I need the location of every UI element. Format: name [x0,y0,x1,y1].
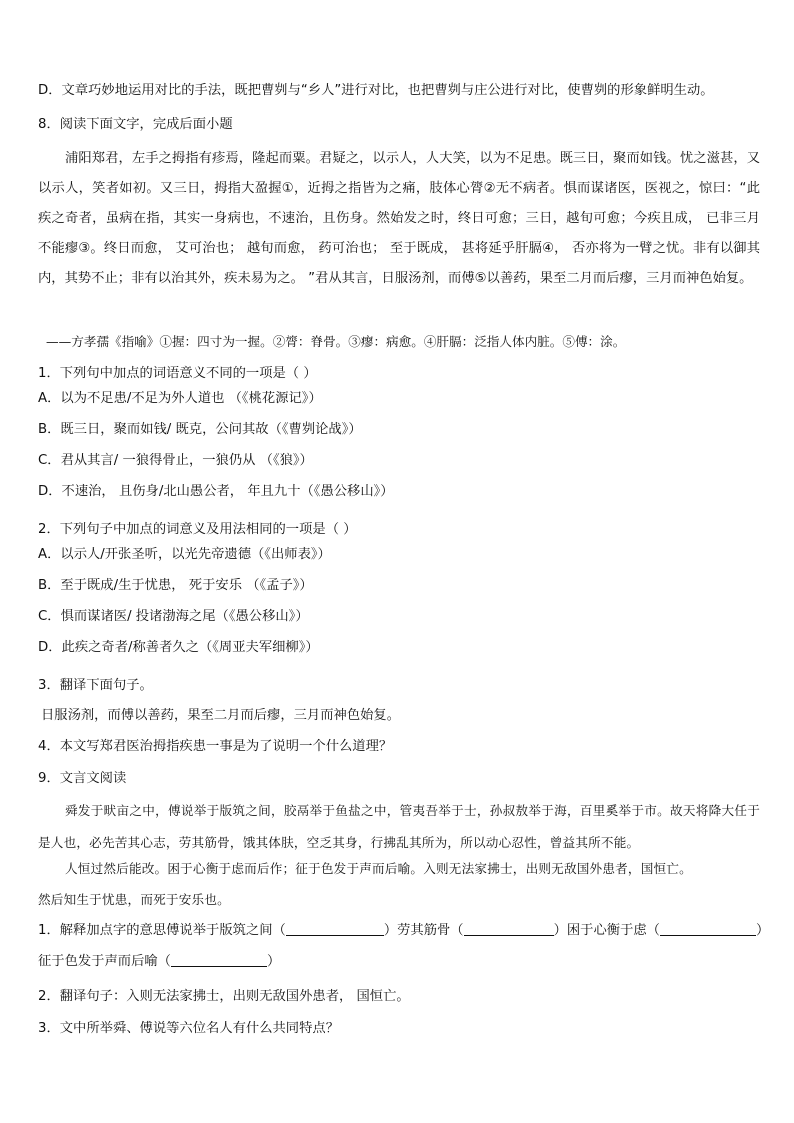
q9-1-number: 1． [38,923,60,938]
q9-1-line: 1．解释加点字的意思傅说举于版筑之间（ ）劳其筋骨（ ）困于心衡于虑（ ） [38,923,770,938]
answer-blank-a[interactable] [286,921,384,936]
q9-1-part-d: 征于色发于声而后喻 [38,954,158,969]
question-9-heading: 9．文言文阅读 [38,771,127,786]
q8-2-option-a: A．以示人/开张圣听，以光先帝遗德（《出师表》） [38,547,331,562]
q8-1-option-b: B．既三日，聚而如钱/ 既克，公问其故（《曹刿论战》） [38,422,362,437]
q8-1-option-a: A．以为不足患/不足为外人道也 （《桃花源记》） [38,391,322,406]
q9-2-stem: 2．翻译句子：入则无法家拂士，出则无敌国外患者， 国恒亡。 [38,989,410,1004]
answer-blank-c[interactable] [660,921,756,936]
q8-1-stem: 1．下列句中加点的词语意义不同的一项是（ ） [38,366,317,381]
option-d-line: D．文章巧妙地运用对比的手法，既把曹刿与“乡人”进行对比，也把曹刿与庄公进行对比，使曹刿的形象鲜明生动。 [38,83,714,98]
q8-3-stem: 3．翻译下面句子。 [38,678,153,693]
q8-2-option-d: D．此疾之奇者/称善者久之（《周亚夫军细柳》） [38,640,319,655]
question-9-passage-p2: 人恒过然后能改。困于心衡于虑而后作；征于色发于声而后喻。入则无法家拂士，出则无敌国外患者，国恒亡。 [65,861,692,876]
q9-1-part-a: 解释加点字的意思傅说举于版筑之间 [59,923,273,938]
q8-1-option-c: C．君从其言/ 一狼得骨止，一狼仍从 （《狼》） [38,453,313,468]
passage-source-notes: ——方孝孺《指喻》①握：四寸为一握。②膂：脊骨。③瘳：病愈。④肝膈：泛指人体内脏。⑤傅：涂。 [46,334,626,349]
q8-4-stem: 4．本文写郑君医治拇指疾患一事是为了说明一个什么道理？ [38,739,393,754]
question-9-passage-p2-end: 然后知生于忧患，而死于安乐也。 [38,892,230,907]
question-8-passage: 浦阳郑君，左手之拇指有疹焉，隆起而粟。君疑之，以示人，人大笑，以为不足患。既三日，聚而如钱。忧之滋甚，又以示人，笑者如初。又三日，拇指大盈握①，近拇之指皆为之痛，肢体心膂②无不病者。惧而谋诸医，医视之，惊曰：“此疾之奇者，虽病在指，其实一身病也，不速治，且伤身。然始发之时，终日可愈；三日，越旬可愈；今疾且成， 已非三月不能瘳③。终日而愈， 艾可治也； 越旬而愈， 药可治也； 至于既成， 甚将延乎肝膈④， 否亦将为一臂之忧。非有以御其内，其势不止；非有以治其外，疾未易为之。 ”君从其言，日服汤剂，而傅⑤以善药，果至二月而后瘳，三月而神色始复。 [38,151,760,286]
q8-2-option-c: C．惧而谋诸医/ 投诸渤海之尾（《愚公移山》） [38,609,309,624]
q8-1-option-d: D．不速治， 且伤身/北山愚公者， 年且九十（《愚公移山》） [38,484,394,499]
q8-2-option-b: B．至于既成/生于忧患， 死于安乐 （《孟子》） [38,578,313,593]
q9-1-part-b: 劳其筋骨 [397,923,451,938]
question-9-passage-p1: 舜发于畎亩之中，傅说举于版筑之间，胶鬲举于鱼盐之中，管夷吾举于士，孙叔敖举于海，百里奚举于市。故天将降大任于是人也，必先苦其心志，劳其筋骨，饿其体肤，空乏其身，行拂乱其所为，所以动心忍性，曾益其所不能。 [38,803,760,850]
q9-1-line-2: 征于色发于声而后喻（ ） [38,954,281,969]
q9-3-stem: 3．文中所举舜、傅说等六位名人有什么共同特点？ [38,1021,339,1036]
q9-1-part-c: 困于心衡于虑 [566,923,647,938]
question-8-heading: 8．阅读下面文字，完成后面小题 [38,117,233,132]
answer-blank-b[interactable] [464,921,554,936]
q8-3-sentence: 日服汤剂，而傅以善药，果至二月而后瘳，三月而神色始复。 [41,708,401,723]
q8-2-stem: 2．下列句子中加点的词意义及用法相同的一项是（ ） [38,522,357,537]
answer-blank-d[interactable] [171,952,267,967]
